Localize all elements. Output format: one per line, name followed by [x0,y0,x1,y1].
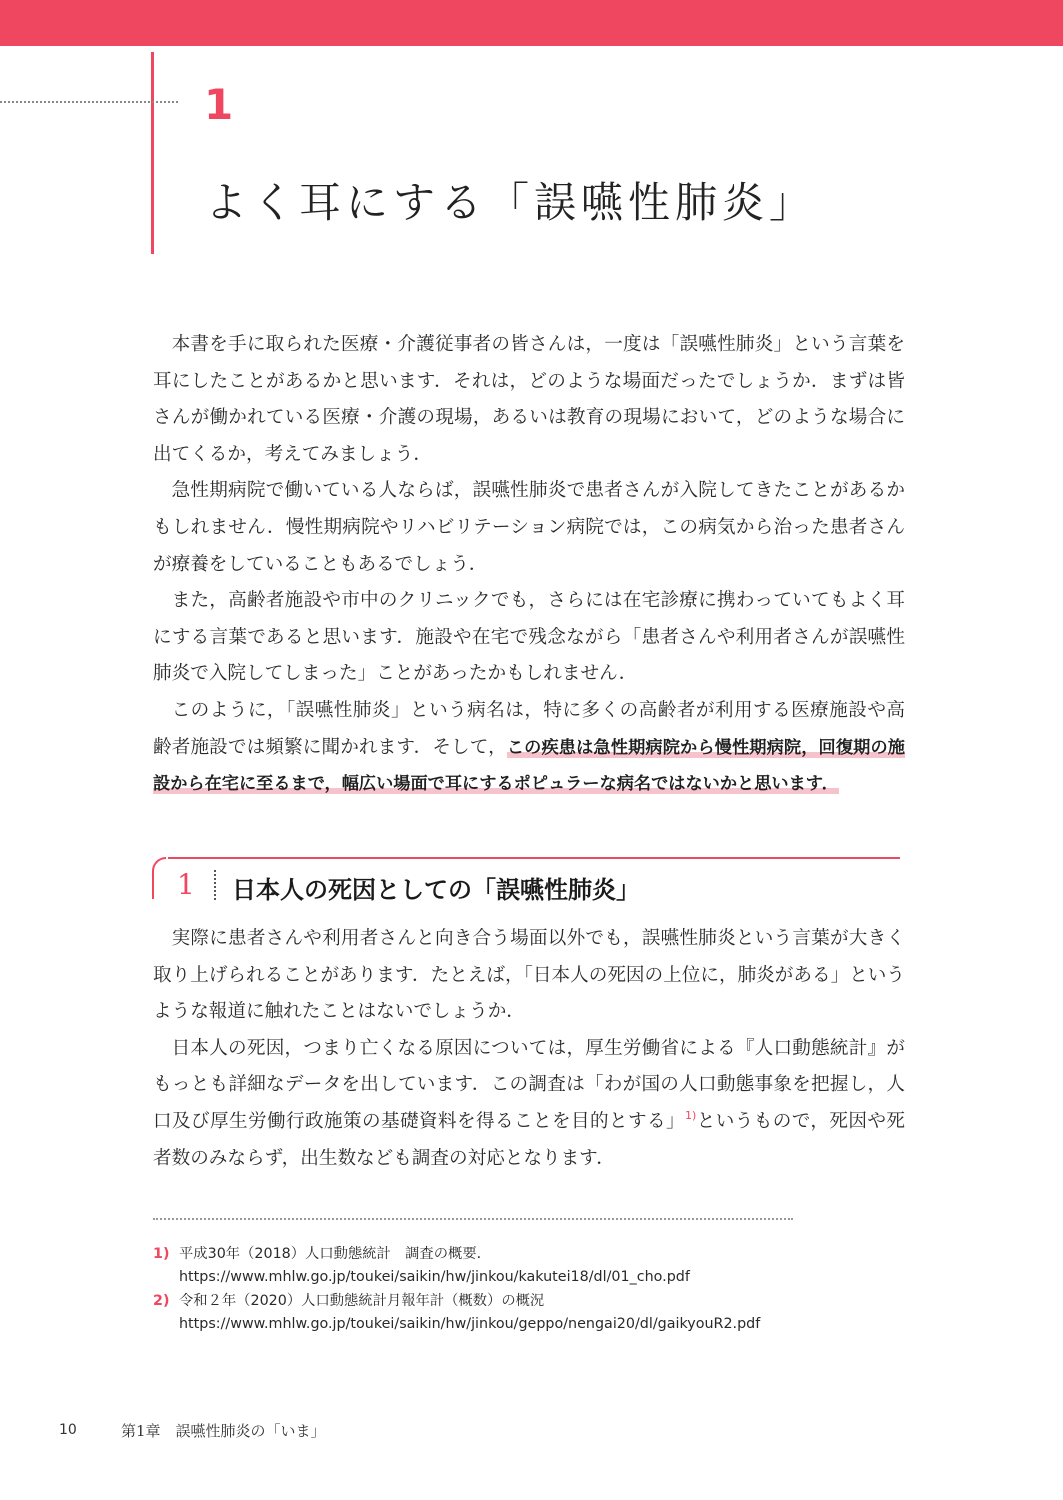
footnote-url[interactable]: https://www.mhlw.go.jp/toukei/saikin/hw/jinkou/kakutei18/dl/01_cho.pdf [179,1269,690,1286]
chapter-vertical-rule [151,0,154,254]
intro-paragraph-4 [153,693,905,803]
footnote-separator [153,1218,793,1220]
section-heading-rule [168,857,900,859]
footnote-url[interactable]: https://www.mhlw.go.jp/toukei/saikin/hw/jinkou/geppo/nengai20/dl/gaikyouR2.pdf [179,1316,761,1333]
top-accent-bar [0,0,1063,46]
section-number: 1 [177,868,195,901]
section-paragraph-2-end: というもので，死因や死者数のみならず，出生数なども調査の対応となります． [153,1110,905,1169]
chapter-number: 1 [204,80,234,129]
footnote-reference[interactable]: 1) [685,1108,697,1122]
intro-text [153,327,905,803]
highlighted-statement: この疾患は急性期病院から慢性期病院，回復期の施設から在宅に至るまで，幅広い場面で耳にするポピュラーな病名ではないかと思います． [153,737,905,795]
page-number: 10 [59,1422,77,1438]
chapter-dotted-leader [0,101,178,103]
intro-paragraph-3: また，高齢者施設や市中のクリニックでも，さらには在宅診療に携わっていてもよく耳にする言葉であると思います．施設や在宅で残念ながら「患者さんや利用者さんが誤嚥性肺炎で入院してしまった」ことがあったかもしれません． [153,590,905,685]
intro-paragraph-4-text: このように，「誤嚥性肺炎」という病名は，特に多くの高齢者が利用する医療施設や高齢者施設では頻繁に聞かれます．そして， [153,699,905,758]
footnote-number: 2) [153,1292,170,1309]
chapter-title: よく耳にする「誤嚥性肺炎」 [205,178,817,227]
vertical-rule-gap [151,46,154,52]
footnote-item [153,1290,760,1337]
section-paragraph-2 [153,1031,905,1177]
footnote-text: 令和２年（2020）人口動態統計月報年計（概数）の概況 [179,1292,545,1309]
intro-paragraph-1: 本書を手に取られた医療・介護従事者の皆さんは，一度は「誤嚥性肺炎」という言葉を耳にしたことがあるかと思います．それは，どのような場面だったでしょうか．まずは皆さんが働かれている医療・介護の現場，あるいは教育の現場において，どのような場合に出てくるか，考えてみましょう． [153,334,905,465]
intro-paragraph-2: 急性期病院で働いている人ならば，誤嚥性肺炎で患者さんが入院してきたことがあるかもしれません．慢性期病院やリハビリテーション病院では，この病気から治った患者さんが療養をしていることもあるでしょう． [153,480,905,575]
section-paragraph-2-text: 日本人の死因，つまり亡くなる原因については，厚生労働省による『人口動態統計』がもっとも詳細なデータを出しています．この調査は「わが国の人口動態事象を把握し，人口及び厚生労働行政施策の基礎資料を得ることを目的とする」 [153,1037,905,1132]
section-heading-corner [152,857,166,899]
running-head: 第1章 誤嚥性肺炎の「いま」 [121,1422,326,1440]
footnotes [153,1243,760,1337]
section-title: 日本人の死因としての「誤嚥性肺炎」 [232,876,640,904]
footnote-text: 平成30年（2018）人口動態統計 調査の概要． [179,1246,491,1262]
section-text [153,921,905,1177]
footnote-number: 1) [153,1246,170,1262]
section-number-divider [214,870,216,900]
section-paragraph-1: 実際に患者さんや利用者さんと向き合う場面以外でも，誤嚥性肺炎という言葉が大きく取り上げられることがあります．たとえば，「日本人の死因の上位に，肺炎がある」というような報道に触れたことはないでしょうか． [153,928,905,1023]
footnote-item [153,1243,760,1290]
